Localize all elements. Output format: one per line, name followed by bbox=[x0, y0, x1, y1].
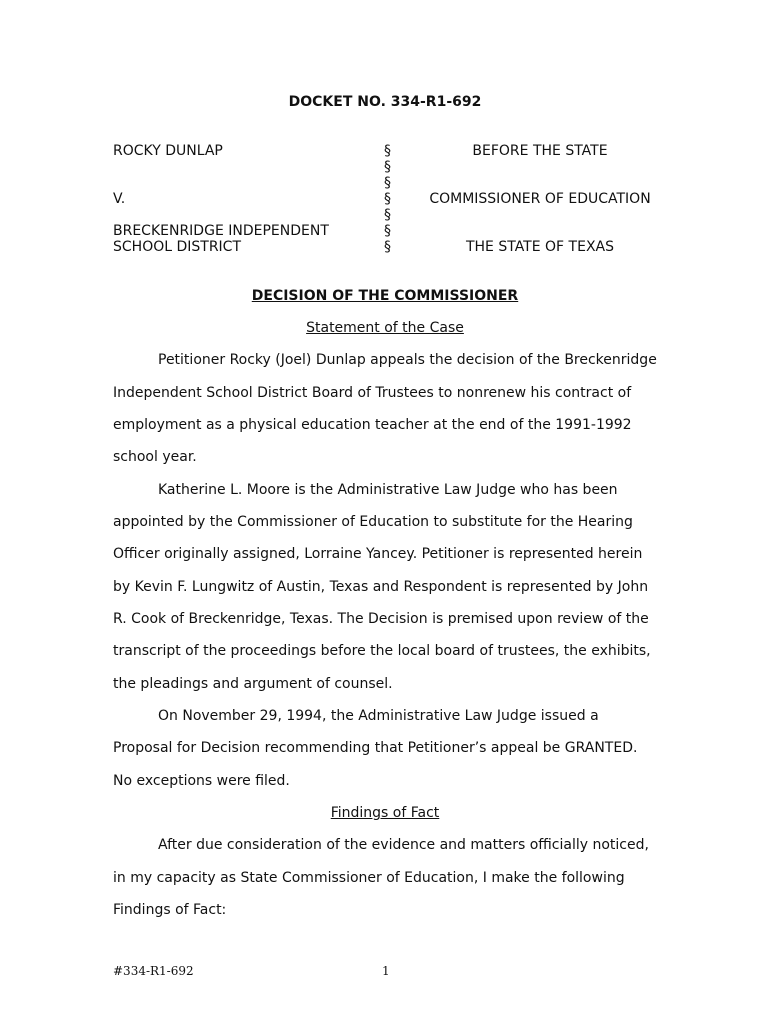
statement-heading: Statement of the Case bbox=[306, 320, 464, 336]
caption-tribunal-line1: BEFORE THE STATE bbox=[472, 143, 608, 159]
section-mark: § bbox=[384, 191, 391, 207]
paragraph-line: On November 29, 1994, the Administrative Law Judge issued a bbox=[158, 708, 599, 724]
paragraph-line: No exceptions were filed. bbox=[113, 773, 290, 789]
paragraph-line: transcript of the proceedings before the local board of trustees, the exhibits, bbox=[113, 643, 651, 659]
paragraph-line: in my capacity as State Commissioner of Education, I make the following bbox=[113, 870, 625, 886]
paragraph-line: Officer originally assigned, Lorraine Yancey. Petitioner is represented herein bbox=[113, 546, 643, 562]
caption-respondent-line1: BRECKENRIDGE INDEPENDENT bbox=[113, 223, 329, 239]
docket-number: DOCKET NO. 334-R1-692 bbox=[288, 94, 482, 110]
caption-petitioner: ROCKY DUNLAP bbox=[113, 143, 223, 159]
decision-title: DECISION OF THE COMMISSIONER bbox=[251, 288, 519, 304]
section-mark: § bbox=[384, 143, 391, 159]
paragraph-line: R. Cook of Breckenridge, Texas. The Decision is premised upon review of the bbox=[113, 611, 649, 627]
footer-docket: #334-R1-692 bbox=[113, 964, 194, 978]
caption-versus: V. bbox=[113, 191, 126, 207]
paragraph-line: employment as a physical education teacher at the end of the 1991-1992 bbox=[113, 417, 632, 433]
paragraph-line: Findings of Fact: bbox=[113, 902, 227, 918]
paragraph-line: Proposal for Decision recommending that Petitioner’s appeal be GRANTED. bbox=[113, 740, 638, 756]
findings-heading: Findings of Fact bbox=[330, 805, 440, 821]
paragraph-line: Independent School District Board of Trustees to nonrenew his contract of bbox=[113, 385, 632, 401]
paragraph-line: Katherine L. Moore is the Administrative Law Judge who has been bbox=[158, 482, 618, 498]
section-mark: § bbox=[384, 159, 391, 175]
paragraph-line: appointed by the Commissioner of Education to substitute for the Hearing bbox=[113, 514, 633, 530]
caption-tribunal-line2: COMMISSIONER OF EDUCATION bbox=[429, 191, 651, 207]
caption-respondent-line2: SCHOOL DISTRICT bbox=[113, 239, 242, 255]
section-mark: § bbox=[384, 207, 391, 223]
section-mark: § bbox=[384, 223, 391, 239]
caption-tribunal-line3: THE STATE OF TEXAS bbox=[465, 239, 615, 255]
paragraph-line: After due consideration of the evidence and matters officially noticed, bbox=[158, 837, 649, 853]
paragraph-line: by Kevin F. Lungwitz of Austin, Texas and Respondent is represented by John bbox=[113, 579, 649, 595]
paragraph-line: Petitioner Rocky (Joel) Dunlap appeals the decision of the Breckenridge bbox=[158, 352, 657, 368]
paragraph-line: the pleadings and argument of counsel. bbox=[113, 676, 393, 692]
section-mark: § bbox=[384, 239, 391, 255]
paragraph-line: school year. bbox=[113, 449, 197, 465]
page-number: 1 bbox=[382, 964, 390, 978]
section-mark: § bbox=[384, 175, 391, 191]
